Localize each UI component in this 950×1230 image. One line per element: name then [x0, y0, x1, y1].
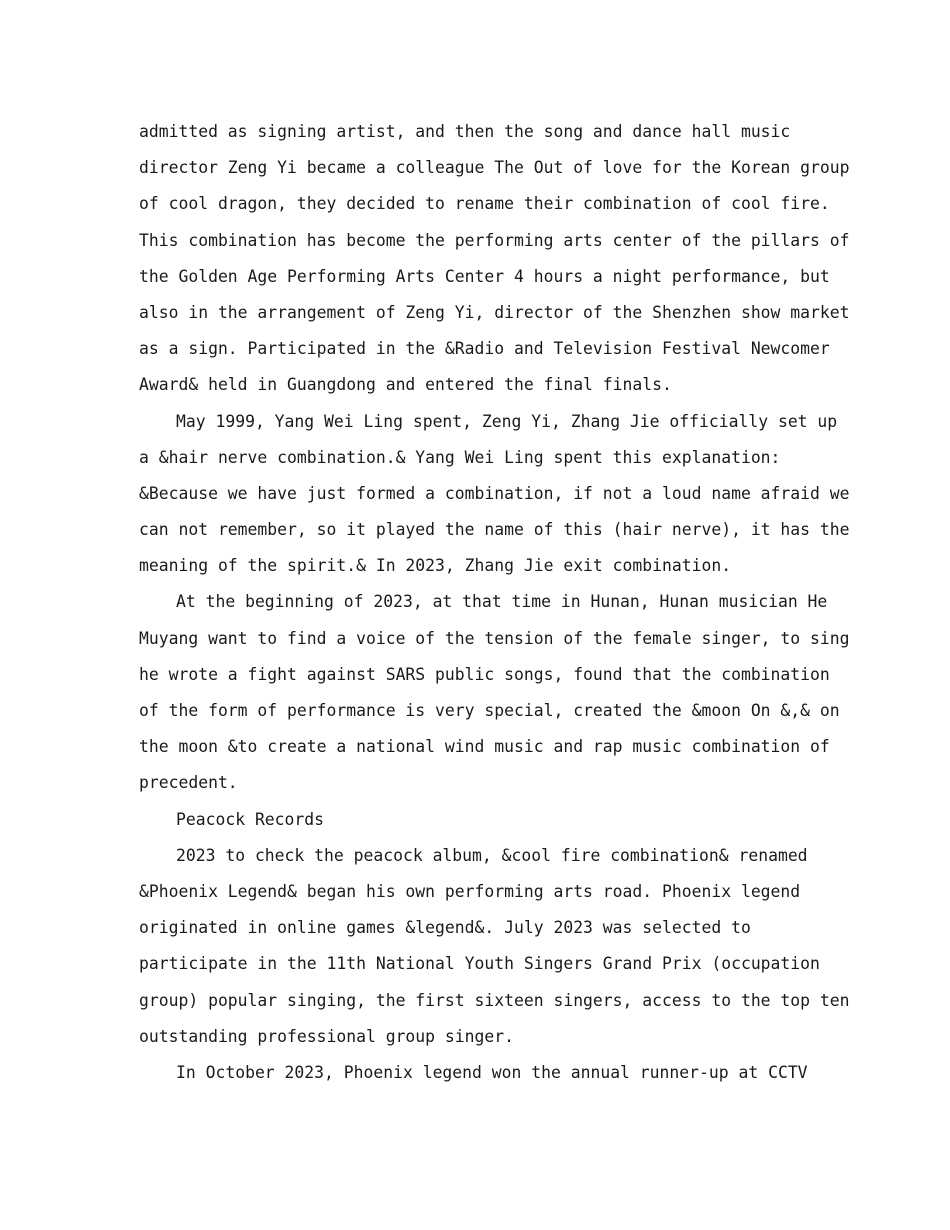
text-line: This combination has become the performing arts center of the pillars of	[139, 230, 850, 250]
text-line: he wrote a fight against SARS public songs, found that the combination	[139, 664, 830, 684]
text-line: director Zeng Yi became a colleague The Out of love for the Korean group	[139, 158, 850, 178]
text-line: participate in the 11th National Youth Singers Grand Prix (occupation	[139, 954, 820, 974]
text-line: Peacock Records	[176, 809, 325, 829]
text-line: In October 2023, Phoenix legend won the annual runner-up at CCTV	[176, 1062, 808, 1082]
document-body	[139, 114, 850, 1091]
text-line: can not remember, so it played the name of this (hair nerve), it has the	[139, 520, 850, 540]
text-line: May 1999, Yang Wei Ling spent, Zeng Yi, Zhang Jie officially set up	[176, 411, 838, 431]
text-line: a &hair nerve combination.& Yang Wei Ling spent this explanation:	[139, 447, 781, 467]
paragraph	[139, 404, 850, 585]
text-line: &Phoenix Legend& began his own performing arts road. Phoenix legend	[139, 881, 801, 901]
paragraph	[139, 838, 850, 1055]
text-line: meaning of the spirit.& In 2023, Zhang Jie exit combination.	[139, 556, 732, 576]
text-line: Muyang want to find a voice of the tension of the female singer, to sing	[139, 628, 850, 648]
text-line: Award& held in Guangdong and entered the final finals.	[139, 375, 672, 395]
text-line: the Golden Age Performing Arts Center 4 hours a night performance, but	[139, 266, 830, 286]
section-heading	[139, 802, 819, 838]
text-line: of the form of performance is very special, created the &moon On &,& on	[139, 701, 840, 720]
text-line: 2023 to check the peacock album, &cool fire combination& renamed	[176, 845, 808, 865]
text-line: also in the arrangement of Zeng Yi, director of the Shenzhen show market	[139, 302, 850, 322]
text-line: originated in online games &legend&. July 2023 was selected to	[139, 918, 751, 938]
text-line: as a sign. Participated in the &Radio and Television Festival Newcomer	[139, 339, 830, 359]
text-line: group) popular singing, the first sixteen singers, access to the top ten	[139, 990, 850, 1010]
paragraph	[139, 584, 850, 801]
paragraph	[139, 1055, 819, 1091]
text-line: precedent.	[139, 773, 238, 793]
text-line: &Because we have just formed a combination, if not a loud name afraid we	[139, 483, 850, 503]
text-line: admitted as signing artist, and then the song and dance hall music	[139, 122, 791, 141]
text-line: At the beginning of 2023, at that time in Hunan, Hunan musician He	[176, 592, 828, 612]
text-line: of cool dragon, they decided to rename their combination of cool fire.	[139, 194, 830, 214]
text-line: the moon &to create a national wind music and rap music combination of	[139, 737, 830, 757]
paragraph	[139, 114, 850, 404]
text-line: outstanding professional group singer.	[139, 1026, 514, 1046]
